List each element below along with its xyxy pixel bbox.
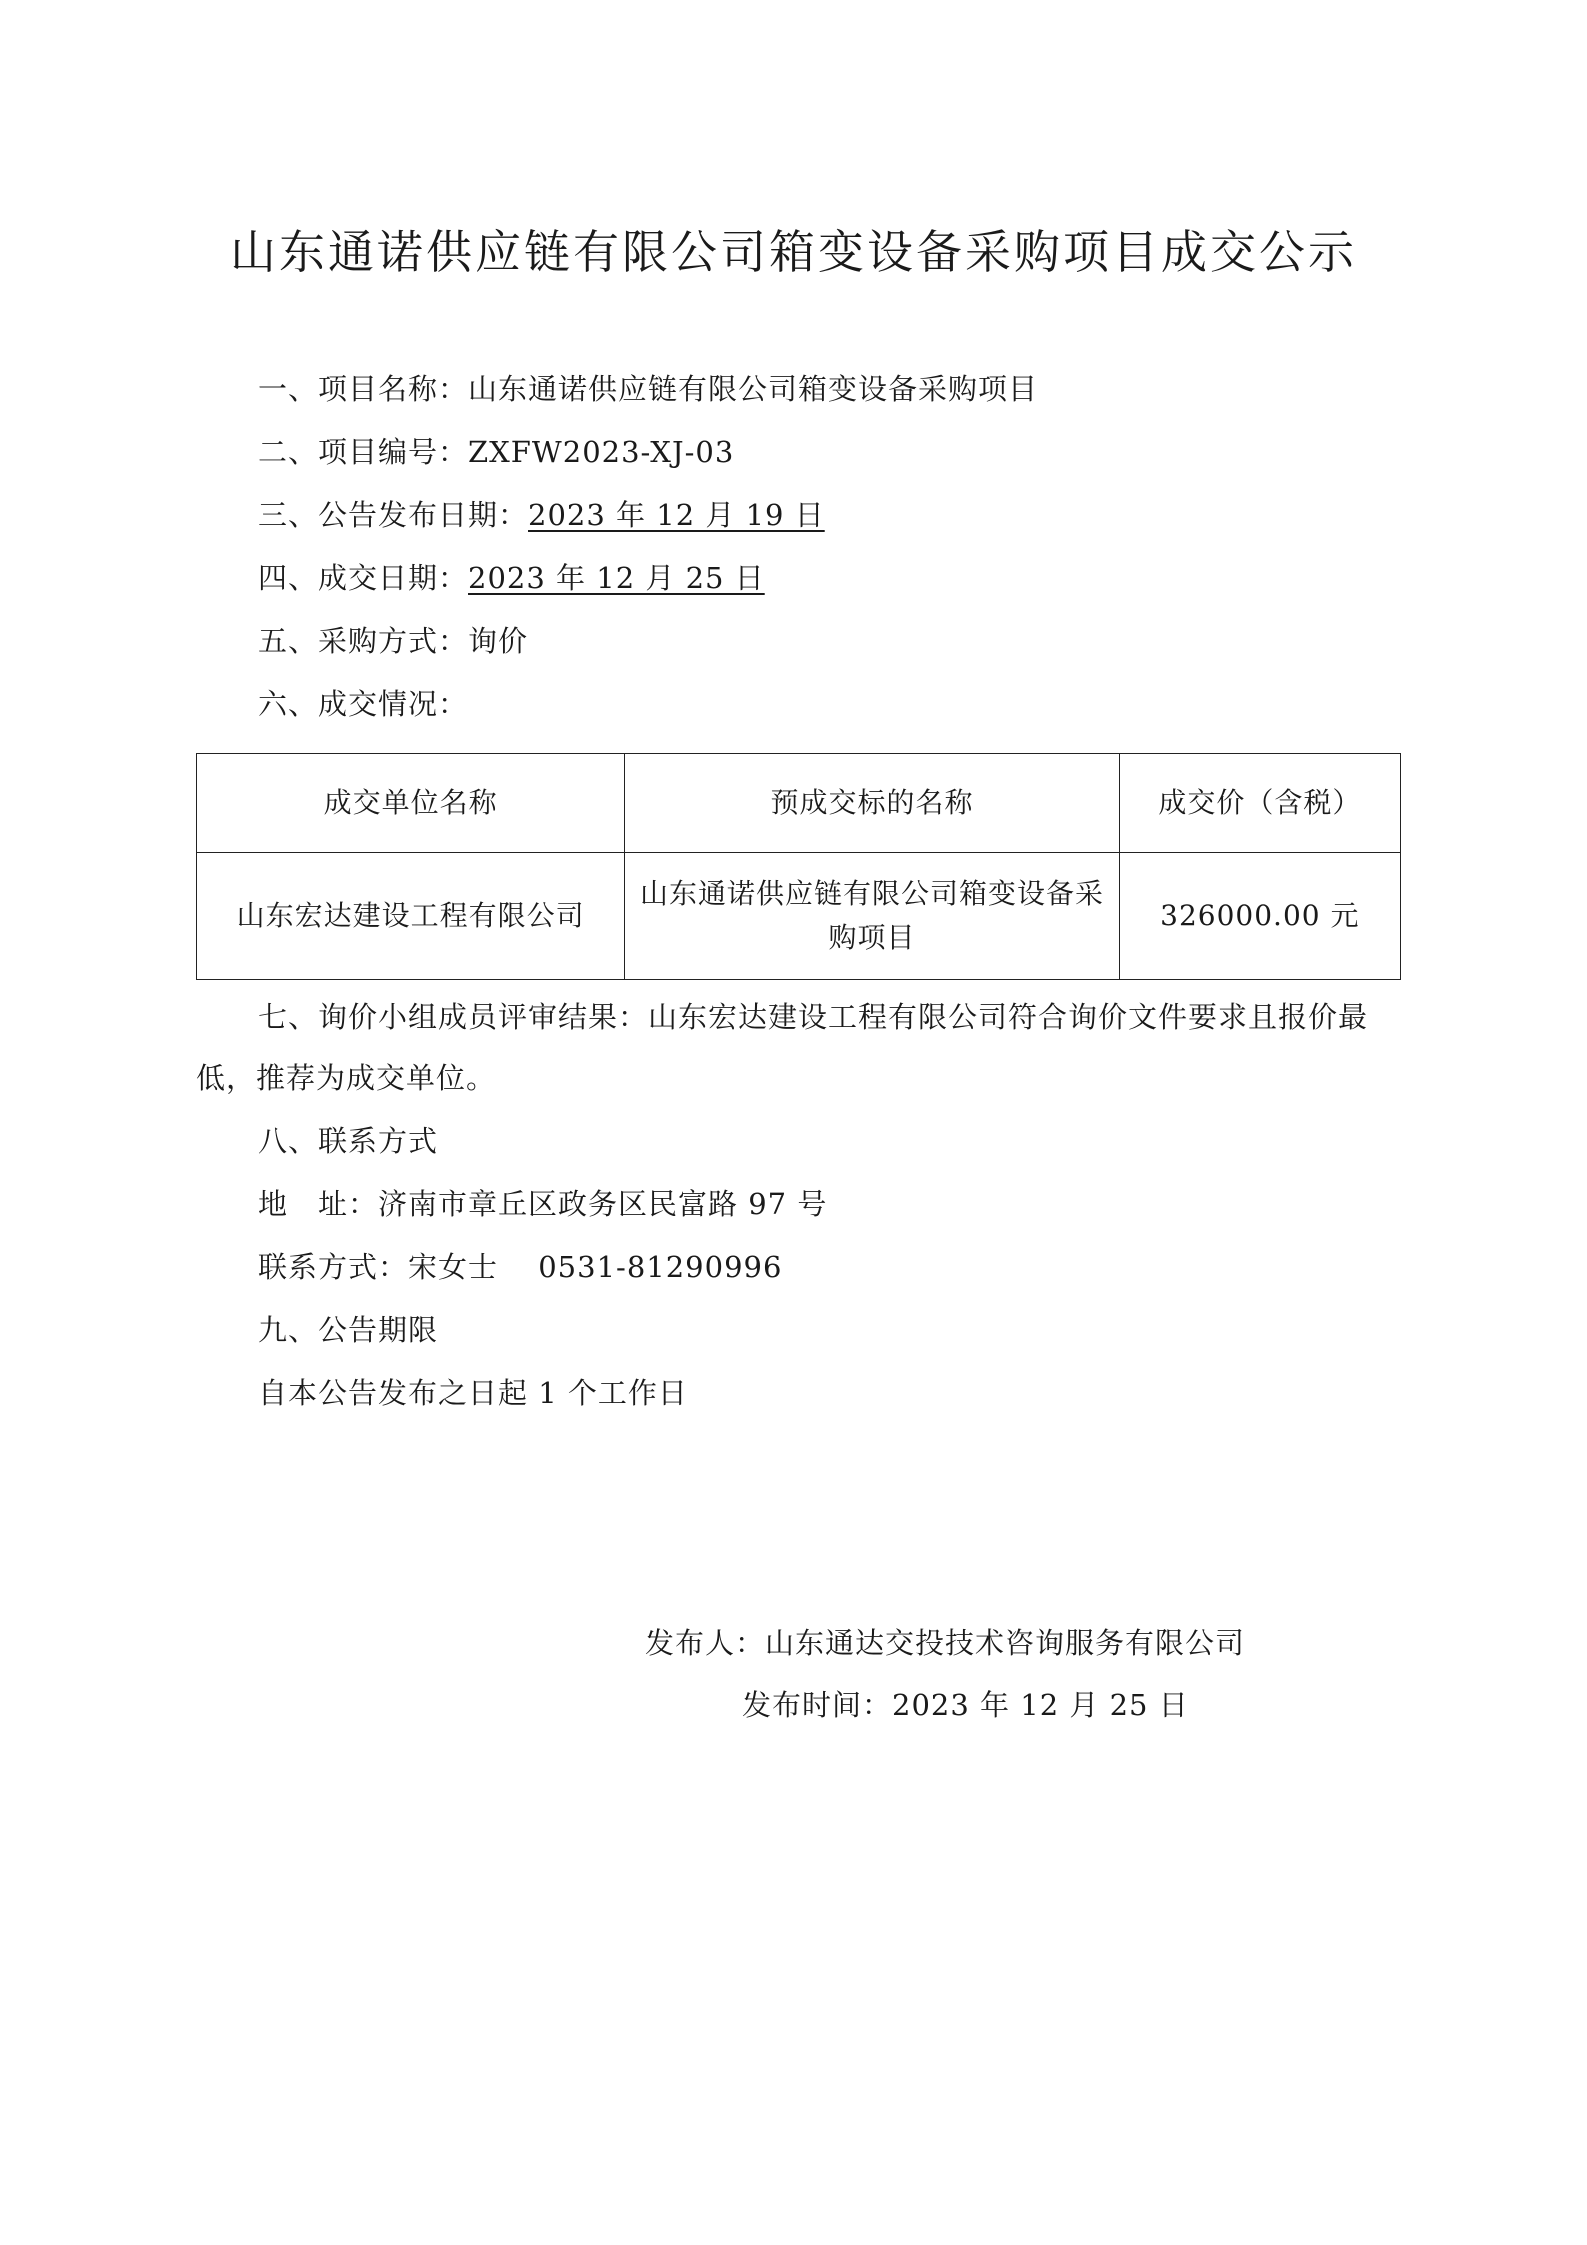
header-winning-unit: 成交单位名称 — [197, 754, 625, 853]
contact-phone: 联系方式：宋女士 0531-81290996 — [258, 1250, 783, 1284]
deal-table — [196, 753, 1401, 980]
deal-status-heading: 六、成交情况： — [258, 687, 469, 721]
publish-time-line: 发布时间：2023 年 12 月 25 日 — [742, 1688, 1189, 1722]
project-number-label: 二、项目编号： — [258, 435, 469, 469]
announcement-date-label: 三、公告发布日期： — [258, 498, 529, 532]
deal-date-value: 2023 年 12 月 25 日 — [468, 561, 765, 595]
document-title: 山东通诺供应链有限公司箱变设备采购项目成交公示 — [230, 225, 1357, 279]
project-number-line — [258, 432, 734, 472]
publisher-line: 发布人：山东通达交投技术咨询服务有限公司 — [645, 1626, 1246, 1660]
contact-heading: 八、联系方式 — [258, 1124, 439, 1158]
header-price: 成交价（含税） — [1119, 754, 1400, 853]
deal-date-label: 四、成交日期： — [258, 561, 469, 595]
procurement-method-value: 询价 — [468, 624, 529, 658]
period-text: 自本公告发布之日起 1 个工作日 — [258, 1376, 688, 1410]
project-name-value: 山东通诺供应链有限公司箱变设备采购项目 — [468, 372, 1039, 406]
procurement-method-line — [258, 621, 528, 661]
project-name-label: 一、项目名称： — [258, 372, 469, 406]
announcement-date-value: 2023 年 12 月 19 日 — [528, 498, 825, 532]
cell-winning-unit: 山东宏达建设工程有限公司 — [197, 853, 625, 980]
deal-date-line — [258, 558, 765, 598]
contact-address: 地 址：济南市章丘区政务区民富路 97 号 — [258, 1187, 828, 1221]
table-row — [197, 853, 1401, 980]
project-name-line — [258, 369, 1038, 409]
cell-subject-name: 山东通诺供应链有限公司箱变设备采购项目 — [625, 853, 1119, 980]
procurement-method-label: 五、采购方式： — [258, 624, 469, 658]
header-subject-name: 预成交标的名称 — [625, 754, 1119, 853]
period-heading: 九、公告期限 — [258, 1313, 439, 1347]
project-number-value: ZXFW2023-XJ-03 — [468, 435, 735, 469]
review-result-paragraph: 七、询价小组成员评审结果：山东宏达建设工程有限公司符合询价文件要求且报价最低，推荐为成交单位。 — [196, 1000, 1369, 1095]
cell-price: 326000.00 元 — [1119, 853, 1400, 980]
announcement-date-line — [258, 495, 825, 535]
table-header-row — [197, 754, 1401, 853]
